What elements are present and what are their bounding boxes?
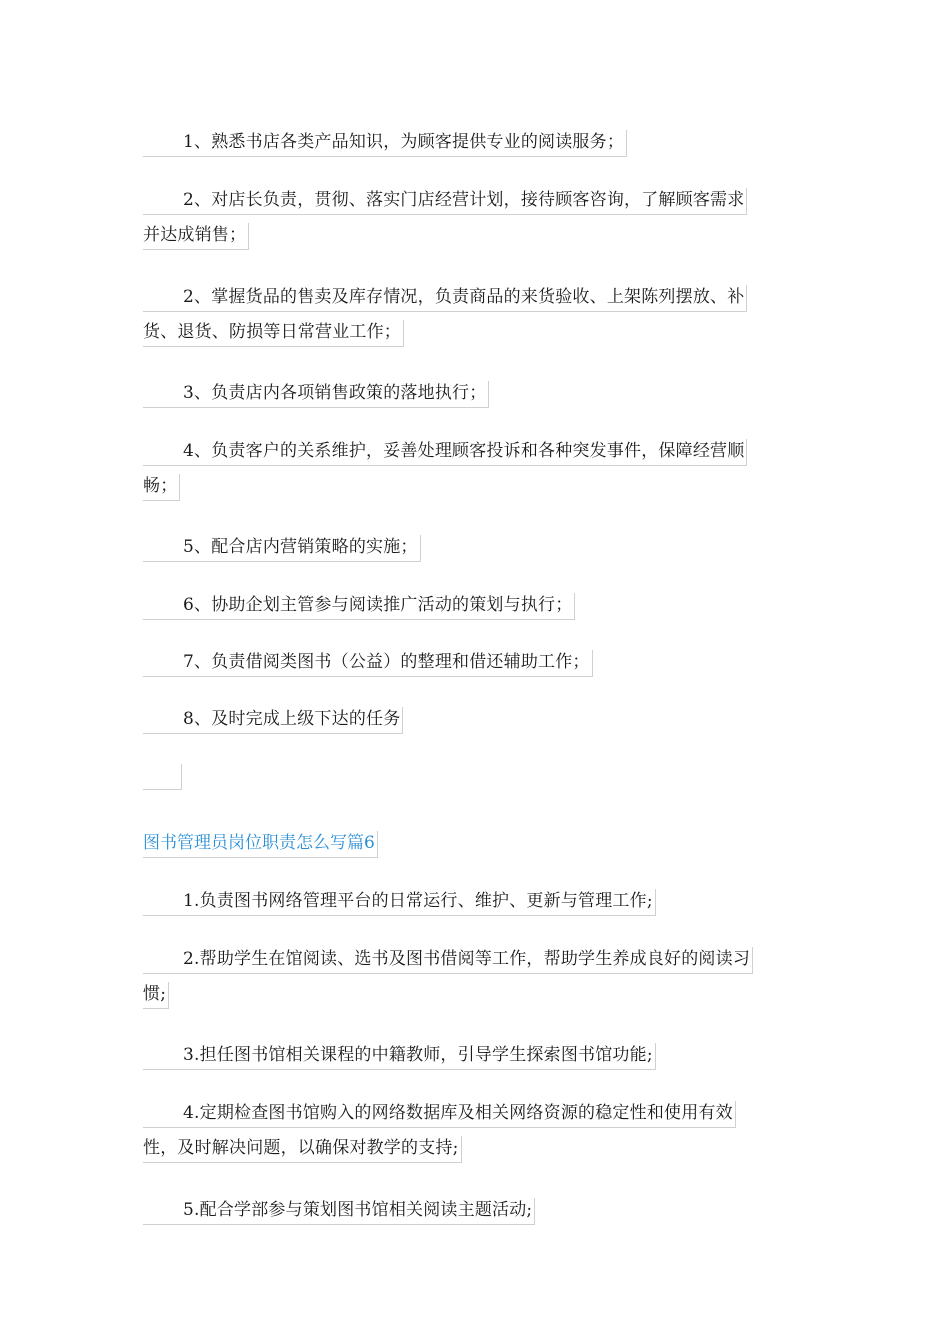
duty-item-5	[143, 441, 747, 501]
duty-item-4	[143, 383, 489, 408]
duty-item-6	[143, 537, 421, 562]
duty-item-2	[143, 190, 747, 250]
duty-line: 惯;	[143, 984, 169, 1009]
duty-item-14	[143, 1200, 535, 1225]
duty-item-9	[143, 709, 403, 734]
duty-line: 性，及时解决问题，以确保对教学的支持;	[143, 1138, 462, 1163]
duty-line: 3.担任图书馆相关课程的中籍教师，引导学生探索图书馆功能;	[143, 1045, 656, 1070]
duty-line: 8、及时完成上级下达的任务	[143, 709, 403, 734]
duty-item-13	[143, 1103, 736, 1163]
section-heading	[143, 833, 378, 858]
duty-item-3	[143, 287, 747, 347]
section-heading-text: 图书管理员岗位职责怎么写篇6	[143, 833, 378, 858]
duty-item-7	[143, 595, 575, 620]
duty-line: 1、熟悉书店各类产品知识，为顾客提供专业的阅读服务；	[143, 132, 627, 157]
duty-line: 4.定期检查图书馆购入的网络数据库及相关网络资源的稳定性和使用有效	[143, 1103, 736, 1128]
duty-line: 1.负责图书网络管理平台的日常运行、维护、更新与管理工作;	[143, 891, 656, 916]
duty-item-10	[143, 891, 656, 916]
duty-line: 并达成销售；	[143, 225, 249, 250]
duty-line: 5、配合店内营销策略的实施；	[143, 537, 421, 562]
duty-line: 货、退货、防损等日常营业工作；	[143, 322, 404, 347]
duty-line: 7、负责借阅类图书（公益）的整理和借还辅助工作；	[143, 652, 593, 677]
duty-line: 3、负责店内各项销售政策的落地执行；	[143, 383, 489, 408]
duty-item-12	[143, 1045, 656, 1070]
duty-line: 2、掌握货品的售卖及库存情况，负责商品的来货验收、上架陈列摆放、补	[143, 287, 747, 312]
duty-item-8	[143, 652, 593, 677]
duty-line: 2、对店长负责，贯彻、落实门店经营计划，接待顾客咨询，了解顾客需求	[143, 190, 747, 215]
duty-line: 6、协助企划主管参与阅读推广活动的策划与执行；	[143, 595, 575, 620]
duty-item-11	[143, 949, 753, 1009]
duty-line: 畅；	[143, 476, 180, 501]
duty-line: 5.配合学部参与策划图书馆相关阅读主题活动;	[143, 1200, 535, 1225]
duty-item-1	[143, 132, 627, 157]
empty-paragraph	[143, 764, 182, 790]
duty-line: 4、负责客户的关系维护，妥善处理顾客投诉和各种突发事件，保障经营顺	[143, 441, 747, 466]
duty-line: 2.帮助学生在馆阅读、选书及图书借阅等工作，帮助学生养成良好的阅读习	[143, 949, 753, 974]
